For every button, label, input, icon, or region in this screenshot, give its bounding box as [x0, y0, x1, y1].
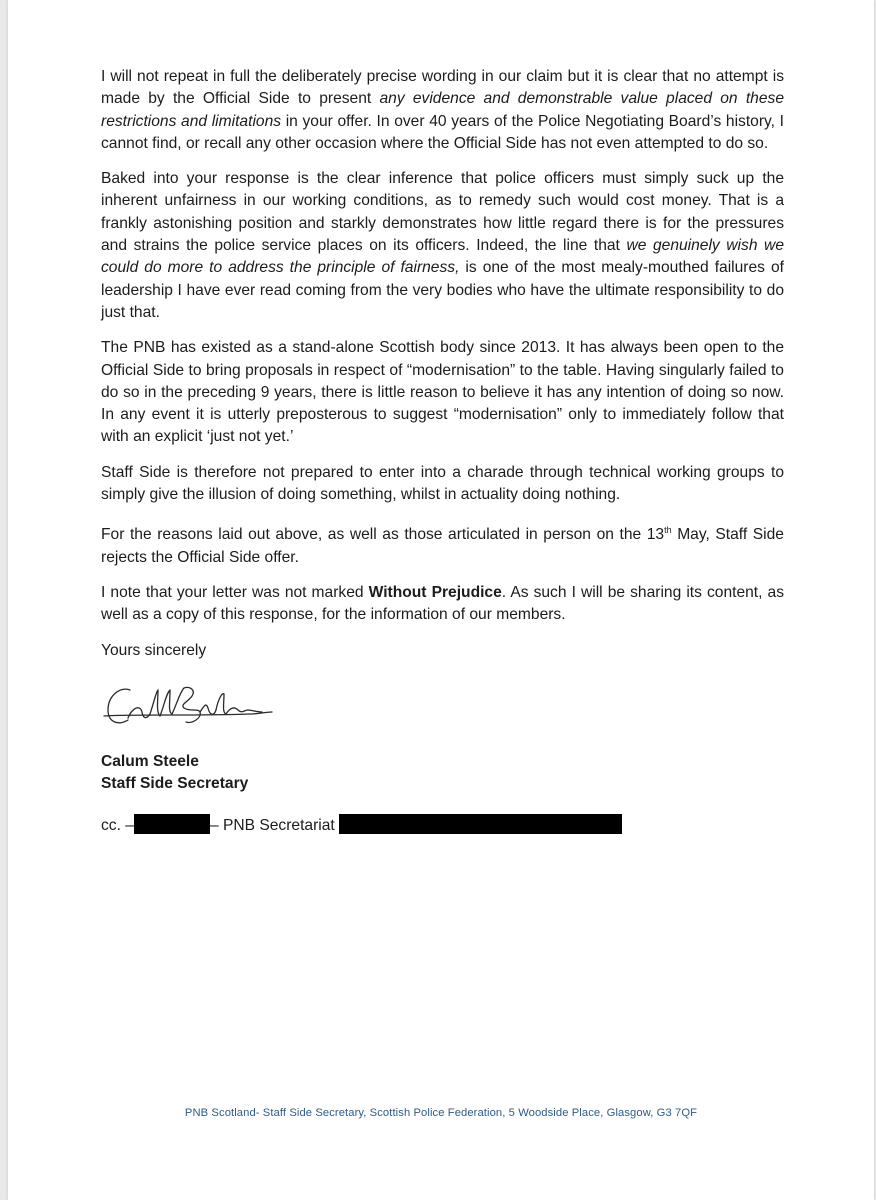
paragraph-6 — [101, 582, 784, 627]
paragraph-4: Staff Side is therefore not prepared to enter into a charade through technical working groups to simply give the illusion of doing something, whilst in actuality doing nothing. — [101, 463, 784, 504]
cc-recipient: – PNB Secretariat — [209, 817, 335, 834]
paragraph-2 — [101, 168, 784, 324]
redaction-box — [134, 814, 210, 834]
paragraph-2-emphasis: we genuinely wish we could do more to address the principle of fairness, — [101, 237, 784, 277]
paragraph-5-text-b: May, Staff Side rejects the Official Side offer. — [101, 526, 784, 566]
paragraph-6-text-c: . As such I will be sharing its content, as well as a copy of this response, for the information of our members. — [101, 584, 784, 624]
signatory-name: Calum Steele — [101, 753, 199, 770]
signatory-title: Staff Side Secretary — [101, 775, 249, 793]
cc-prefix: cc. – — [101, 817, 134, 834]
paragraph-5-text-a: For the reasons laid out above, as well as those articulated in person on the 13 — [101, 526, 665, 544]
paragraph-6-bold: Without Prejudice — [368, 584, 502, 602]
paragraph-5 — [101, 519, 784, 569]
paragraph-5-superscript: th — [664, 525, 672, 536]
paragraph-2-text-c: is one of the most mealy-mouthed failures of leadership I have ever read coming from the very bodies who have the ultimate responsibility to do just that. — [101, 259, 784, 321]
paragraph-6-text-a: I note that your letter was not marked — [101, 584, 369, 602]
redaction-box — [339, 814, 622, 834]
paragraph-3: The PNB has existed as a stand-alone Scottish body since 2013. It has always been open to the Official Side to bring proposals in respect of “modernisation” to the table. Having singularly failed to do so in the preceding 9 years, there is little reason to believe it has any intention of doing so now. In any event it is utterly preposterous to suggest “modernisation” only to immediately follow that with an explicit ‘just not yet.’ — [101, 339, 784, 446]
signatory-block — [101, 751, 248, 796]
paragraph-1-emphasis: any evidence and demonstrable value placed on these restrictions and limitations — [101, 90, 784, 130]
letter-body — [101, 66, 784, 662]
page-footer: PNB Scotland- Staff Side Secretary, Scottish Police Federation, 5 Woodside Place, Glasgow, G3 7QF — [184, 1107, 698, 1119]
paragraph-2-text-a: Baked into your response is the clear inference that police officers must simply suck up the inherent unfairness in our working conditions, as to remedy such would cost money. That is a frankly astonishing position and starkly demonstrates how little regard there is for the pressures and strains the police service places on its officers. Indeed, the line that — [101, 170, 784, 255]
letter-page — [8, 0, 874, 1200]
paragraph-1 — [101, 66, 784, 155]
closing-salutation: Yours sincerely — [101, 641, 207, 659]
paragraph-1-text-c: in your offer. In over 40 years of the Police Negotiating Board’s history, I cannot find, or recall any other occasion where the Official Side has not even attempted to do so. — [101, 112, 784, 152]
paragraph-1-text-a: I will not repeat in full the deliberately precise wording in our claim but it is clear that no attempt is made by the Official Side to present — [101, 68, 784, 108]
cc-line — [101, 814, 622, 837]
handwritten-signature — [100, 678, 275, 736]
